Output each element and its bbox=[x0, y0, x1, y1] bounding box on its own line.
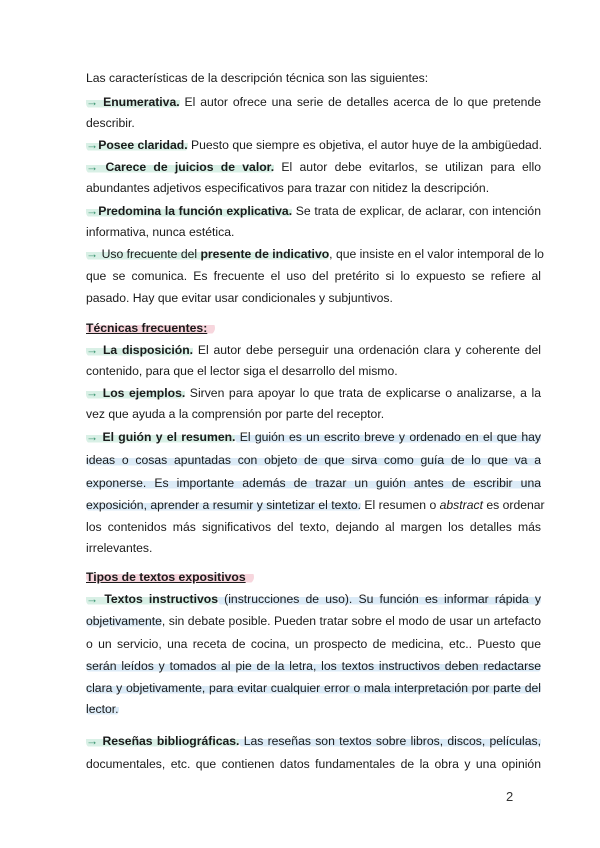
list-item-resenas: → Reseñas bibliográficas. Las reseñas son textos sobre libros, discos, películas, bbox=[86, 734, 541, 748]
arrow-icon: → bbox=[86, 204, 99, 218]
text-line: documentales, etc. que contienen datos fundamentales de la obra y una opinión bbox=[86, 757, 541, 771]
text-line: exposición, aprender a resumir y sintetizar el texto. El resumen o abstract es ordenar bbox=[86, 498, 545, 512]
arrow-icon: → bbox=[86, 430, 99, 444]
list-item-guion: → El guión y el resumen. El guión es un escrito breve y ordenado en el que hay bbox=[86, 430, 541, 444]
list-item-ejemplos: → Los ejemplos. Sirven para apoyar lo que trata de explicarse o analizarse, a la bbox=[86, 386, 541, 400]
list-item-enumerativa: → Enumerativa. El autor ofrece una serie de detalles acerca de lo que pretende bbox=[86, 95, 542, 109]
arrow-icon: → bbox=[86, 138, 99, 152]
text-line: vez que ayuda a la comprensión por parte del receptor. bbox=[86, 407, 385, 421]
section-heading-tipos: Tipos de textos expositivos bbox=[86, 569, 254, 585]
list-item-disposicion: → La disposición. El autor debe perseguir una ordenación clara y coherente del bbox=[86, 343, 541, 357]
text-line: que se comunica. Es frecuente el uso del pretérito si lo expuesto se refiere al bbox=[86, 269, 541, 283]
text-line: contenido, para que el lector siga el desarrollo del mismo. bbox=[86, 364, 398, 378]
arrow-icon: → bbox=[86, 160, 99, 174]
arrow-icon: → bbox=[86, 247, 99, 261]
list-item-juicios: → Carece de juicios de valor. El autor debe evitarlos, se utilizan para ello bbox=[86, 160, 541, 174]
text-line: abundantes adjetivos especificativos para trazar con nitidez la descripción. bbox=[86, 181, 490, 195]
arrow-icon: → bbox=[86, 734, 99, 748]
arrow-icon: → bbox=[86, 95, 99, 109]
text-line: exponerse. Es importante además de trazar un guión antes de escribir una bbox=[86, 476, 541, 490]
text-line: pasado. Hay que evitar usar condicionales y subjuntivos. bbox=[86, 291, 393, 305]
arrow-icon: → bbox=[86, 386, 99, 400]
arrow-icon: → bbox=[86, 592, 99, 606]
page-number: 2 bbox=[506, 789, 514, 804]
text-line: ideas o cosas apuntadas con objeto de que sirva como guía de lo que va a bbox=[86, 453, 541, 467]
text-line: informativa, nunca estética. bbox=[86, 225, 235, 239]
text-line: o un servicio, una receta de cocina, un prospecto de medicina, etc.. Puesto que bbox=[86, 637, 541, 651]
list-item-instructivos: → Textos instructivos (instrucciones de uso). Su función es informar rápida y bbox=[86, 592, 542, 606]
text-line: clara y objetivamente, para evitar cualquier error o mala interpretación por parte del bbox=[86, 681, 541, 695]
text-line: describir. bbox=[86, 116, 135, 130]
text-line: objetivamente, sin debate posible. Pueden tratar sobre el modo de usar un artefacto bbox=[86, 614, 541, 628]
intro-line: Las características de la descripción técnica son las siguientes: bbox=[86, 71, 429, 85]
section-heading-tecnicas: Técnicas frecuentes: bbox=[86, 320, 215, 336]
list-item-presente: → Uso frecuente del presente de indicativo, que insiste en el valor intemporal de lo bbox=[86, 247, 544, 261]
list-item-funcion: →Predomina la función explicativa. Se trata de explicar, de aclarar, con intención bbox=[86, 204, 541, 218]
list-item-claridad: →Posee claridad. Puesto que siempre es objetiva, el autor huye de la ambigüedad. bbox=[86, 138, 542, 152]
text-line: irrelevantes. bbox=[86, 541, 153, 555]
arrow-icon: → bbox=[86, 343, 99, 357]
text-line: serán leídos y tomados al pie de la letra, los textos instructivos deben redactarse bbox=[86, 659, 541, 673]
text-line: los contenidos más significativos del texto, dejando al margen los detalles más bbox=[86, 520, 541, 534]
text-line: lector. bbox=[86, 702, 119, 716]
